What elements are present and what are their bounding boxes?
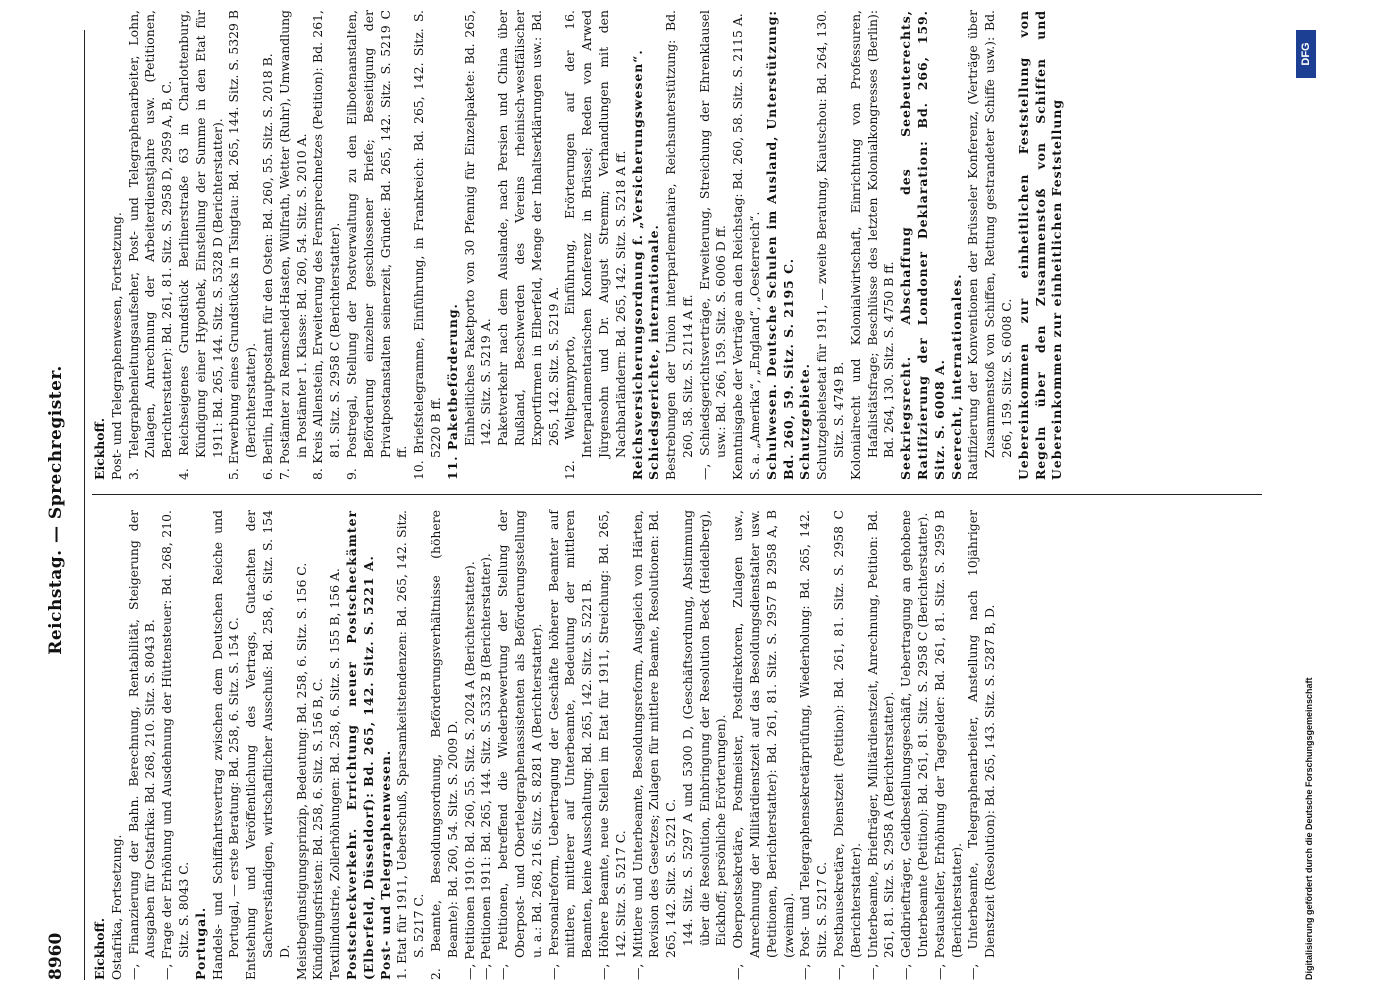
entry: —, Finanzierung der Bahn. Berechnung, Rentabilität, Steigerung der Ausgaben für Ostafrika: Bd. 268, 210. Sitz. S. 8043 B.: [125, 510, 158, 980]
entry: —, Petitionen 1910: Bd. 260, 55. Sitz. S. 2024 A (Berichterstatter).: [461, 561, 477, 980]
entry-heading: Reichsversicherungsordnung f. „Versicherungswesen“.: [629, 49, 645, 480]
entry: Uebereinkommen zur einheitlichen Feststellung von Regeln über den Zusammenstoß von Schiffen und Uebereinkommen zur einheitlichen Feststellung: [1015, 10, 1065, 480]
entry: —, Post- und Telegraphensekretärprüfung, Wiederholung: Bd. 265, 142. Sitz. S. 5217 C.: [797, 510, 830, 980]
entry: —, Petitionen, betreffend die Wiederbewertung der Stellung der Oberpost- und Obertelegraphenassistenten als Beförderungsstellung u. a.: Bd. 268, 216. Sitz. S. 8281 A (Berichterstatter).: [495, 510, 544, 980]
entry-heading: Ostafrika, Fortsetzung.: [108, 834, 124, 980]
entry: Schutzgebietsetat für 1911, — zweite Beratung, Kiautschou: Bd. 264, 130. Sitz. S. 4749 B.: [814, 10, 847, 480]
entry: —, Geldbriefträger, Geldbestellungsgeschäft, Uebertragung an gehobene Unterbeamte (Petition): Bd. 261, 81. Sitz. S. 2958 C (Berichterstatter).: [898, 510, 931, 980]
entry: Kolonialrecht und Kolonialwirtschaft, Einrichtung von Professuren, Hafalistätsfrage; Beschlüsse des letzten Kolonialkongresses (Berlin): Bd. 264, 130. Sitz. S. 4750 B ff.: [847, 10, 897, 480]
entry: Handels- und Schiffahrtsvertrag zwischen dem Deutschen Reiche und Portugal, — erste Beratung: Bd. 258, 6. Sitz. S. 154 C.: [209, 510, 242, 980]
entry: Kündigungsfristen: Bd. 258, 6. Sitz. S. 156 B, C.: [310, 678, 326, 980]
entry-heading: Seekriegsrecht. Abschaffung des Seebeuterechts, Ratifizierung der Londoner Deklaration: Bd. 266, 159. Sitz. S. 6008 A.: [898, 10, 947, 480]
entry: 2. Beamte, Besoldungsordnung, Beförderungsverhältnisse (höhere Beamte): Bd. 260, 54. Sitz. S. 2009 D.: [427, 510, 460, 980]
entry: —, Personalreform, Uebertragung der Geschäfte höherer Beamter auf mittlere, mittlerer auf Unterbeamte, Bedeutung der mittleren Beamten, keine Ausschaltung: Bd. 265, 142. Sitz. S. 5221 B.: [545, 510, 595, 980]
entry: 1. Etat für 1911, Ueberschuß, Sparsamkeitstendenzen: Bd. 265, 142. Sitz. S. 5217 C.: [394, 510, 427, 980]
entry: —, Unterbeamte, Telegraphenarbeiter, Anstellung nach 10jähriger Dienstzeit (Resolution): Bd. 265, 143. Sitz. S. 5287 B, D.: [965, 510, 998, 980]
entry-heading: Post- und Telegraphenwesen.: [377, 749, 393, 980]
running-title: Reichstag. — Sprechregister.: [46, 365, 66, 655]
entry: —, Mittlere und Unterbeamte, Besoldungsreform, Ausgleich von Härten, Revision des Gesetzes; Zulagen für mittlere Beamte, Resolutionen: Bd. 265, 142. Sitz. S. 5221 C.: [629, 510, 679, 980]
entry: Bestrebungen der Union interparlementaire, Reichsunterstützung: Bd. 260, 58. Sitz. S. 2114 A ff.: [663, 10, 695, 480]
entry-heading: Portugal.: [192, 906, 208, 980]
entry: —, Schiedsgerichtsverträge, Erweiterung, Streichung der Ehrenklausel usw.: Bd. 266, 159. Sitz. S. 6006 D ff.: [696, 10, 729, 480]
entry: 4. Reichseigenes Grundstück Berlinerstraße 63 in Charlottenburg, Kündigung einer Hypothek, Einstellung der Summe in den Etat für 1911: Bd. 265, 144. Sitz. S. 5328 D (Berichterstatter).: [175, 10, 225, 480]
left-column: [92, 510, 999, 980]
page-number: 8960: [46, 932, 66, 980]
entry: —, Postaushelfer, Erhöhung der Tagegelder: Bd. 261, 81. Sitz. S. 2959 B (Berichterstatter).: [931, 510, 964, 980]
digitization-credit: Digitalisierung gefördert durch die Deutsche Forschungsgemeinschaft: [1304, 677, 1314, 980]
entry-heading: Post- und Telegraphenwesen, Fortsetzung.: [108, 212, 124, 480]
page-footer: [1282, 0, 1326, 1000]
entry-heading: Schulwesen. Deutsche Schulen im Ausland, Unterstützung: Bd. 260, 59. Sitz. S. 2195 C.: [763, 10, 796, 480]
entry: —, Unterbeamte, Briefträger, Militärdienstzeit, Anrechnung, Petition: Bd. 261, 81. Sitz. S. 2958 A (Berichterstatter).: [864, 510, 897, 980]
entry: 144. Sitz. S. 5297 A und 5300 D, (Geschäftsordnung, Abstimmung über die Resolution, Einbringung der Resolution Beck (Heidelberg), Eickhoff; persönliche Erörterungen).: [679, 510, 729, 946]
header-rule: [84, 30, 85, 980]
entry: —, Oberpostsekretäre, Postmeister, Postdirektoren, Zulagen usw., Anrechnung der Militärdienstzeit auf das Besoldungsdienstalter usw. (Petitionen, Berichterstatter): Bd. 261, 81. Sitz. S. 2957 B 2958 A, B (zweimal).: [730, 510, 796, 980]
entry-heading: Seerecht, internationales.: [948, 273, 964, 480]
entry: 6. Berlin, Hauptpostamt für den Osten: Bd. 260, 55. Sitz. S. 2018 B.: [259, 53, 275, 480]
entry: S. a. „Amerika“, „England“, „Oesterreich“.: [747, 211, 763, 480]
entry: Entstehung und Veröffentlichung des Vertrags, Gutachten der Sachverständigen, wirtschaftlicher Ausschuß: Bd. 258, 6. Sitz. S. 154 D.: [243, 510, 292, 980]
right-column: [92, 10, 1066, 480]
column-head: Eickhoff.: [92, 417, 107, 480]
entry: 7. Postämter zu Remscheid-Hasten, Wülfrath, Wetter (Ruhr), Umwandlung in Postämter 1. Klasse: Bd. 260, 54. Sitz. S. 2010 A.: [276, 10, 309, 480]
entry: Kenntnisgabe der Verträge an den Reichstag: Bd. 260, 58. Sitz. S. 2115 A.: [730, 13, 746, 480]
entry-heading: Postscheckverkehr. Errichtung neuer Postscheckämter (Elberfeld, Düsseldorf): Bd. 265, 142. Sitz. S. 5221 A.: [343, 510, 376, 980]
entry: Paketverkehr nach dem Auslande, nach Persien und China über Rußland, Beschwerden des Vereins rheinisch-westfälischer Exportfirmen in Elberfeld, Menge der Inhaltserklärungen usw.: Bd. 265, 142. Sitz. S. 5219 A.: [495, 10, 561, 446]
entry: 10. Briefstelegramme, Einführung, in Frankreich: Bd. 265, 142. Sitz. S. 5220 B ff.: [411, 10, 443, 480]
entry: —, Postbausekretäre, Dienstzeit (Petition): Bd. 261, 81. Sitz. S. 2958 C (Berichterstatter).: [831, 510, 863, 980]
entry: 5. Erwerbung eines Grundstücks in Tsingtau: Bd. 265, 144. Sitz. S. 5329 B (Berichterstatter).: [226, 10, 259, 480]
entry-heading: 11. Paketbeförderung.: [444, 303, 460, 480]
entry: 12. Weltpennyporto, Einführung, Erörterungen auf der 16. Interparlamentarischen Konferenz in Brüssel; Reden von Arwed Jürgensohn und Dr. August Stremm; Verhandlungen mit den Nachbarländern: Bd. 265, 142. Sitz. S. 5218 A ff.: [562, 10, 628, 480]
dfg-logo: DFG: [1296, 30, 1316, 78]
entry: Einheitliches Paketporto von 30 Pfennig für Einzelpakete: Bd. 265, 142. Sitz. S. 5219 A.: [461, 10, 494, 446]
entry: 8. Kreis Allenstein, Erweiterung des Fernsprechnetzes (Petition): Bd. 261, 81. Sitz. S. 2958 C (Berichterstatter).: [310, 10, 343, 480]
page-header: [40, 40, 84, 980]
entry: 3. Telegraphenleitungsaufseher, Post- und Telegraphenarbeiter, Lohn, Zulagen, Anrechnung der Arbeiterdienstjahre usw. (Petitionen, Berichterstatter): Bd. 261, 81. Sitz. S. 2958 D, 2959 A, B, C.: [125, 10, 175, 480]
entry: Textilindustrie, Zollerhöhungen: Bd. 258, 6. Sitz. S. 155 B, 156 A.: [327, 568, 343, 980]
entry-heading: Schiedsgerichte, internationale.: [646, 224, 662, 480]
entry: Ratifizierung der Konventionen der Brüsseler Konferenz, (Verträge über Zusammenstoß von Schiffen, Rettung gestrandeter Schiffe usw.): Bd. 266, 159. Sitz. S. 6008 C.: [965, 10, 1015, 480]
entry-heading: Schutzgebiete.: [797, 363, 813, 480]
entry: 9. Postregal, Stellung der Postverwaltung zu den Eilbotenanstalten, Beförderung einzelner geschlossener Briefe; Beseitigung der Privatpostanstalten seinerzeit, Gründe: Bd. 265, 142. Sitz. S. 5219 C ff.: [343, 10, 410, 480]
column-divider: [92, 494, 1262, 495]
entry: —, Frage der Erhöhung und Ausdehnung der Hüttensteuer: Bd. 268, 210. Sitz. S. 8043 C.: [159, 510, 191, 980]
entry: Meistbegünstigungsprinzip, Bedeutung: Bd. 258, 6. Sitz. S. 156 C.: [293, 562, 309, 980]
column-head: Eickhoff.: [92, 917, 107, 980]
entry: —, Petitionen 1911: Bd. 265, 144. Sitz. S. 5332 B (Berichterstatter).: [478, 553, 494, 980]
entry: —, Höhere Beamte, neue Stellen im Etat für 1911, Streichung: Bd. 265, 142. Sitz. S. 5217 C.: [595, 510, 628, 980]
